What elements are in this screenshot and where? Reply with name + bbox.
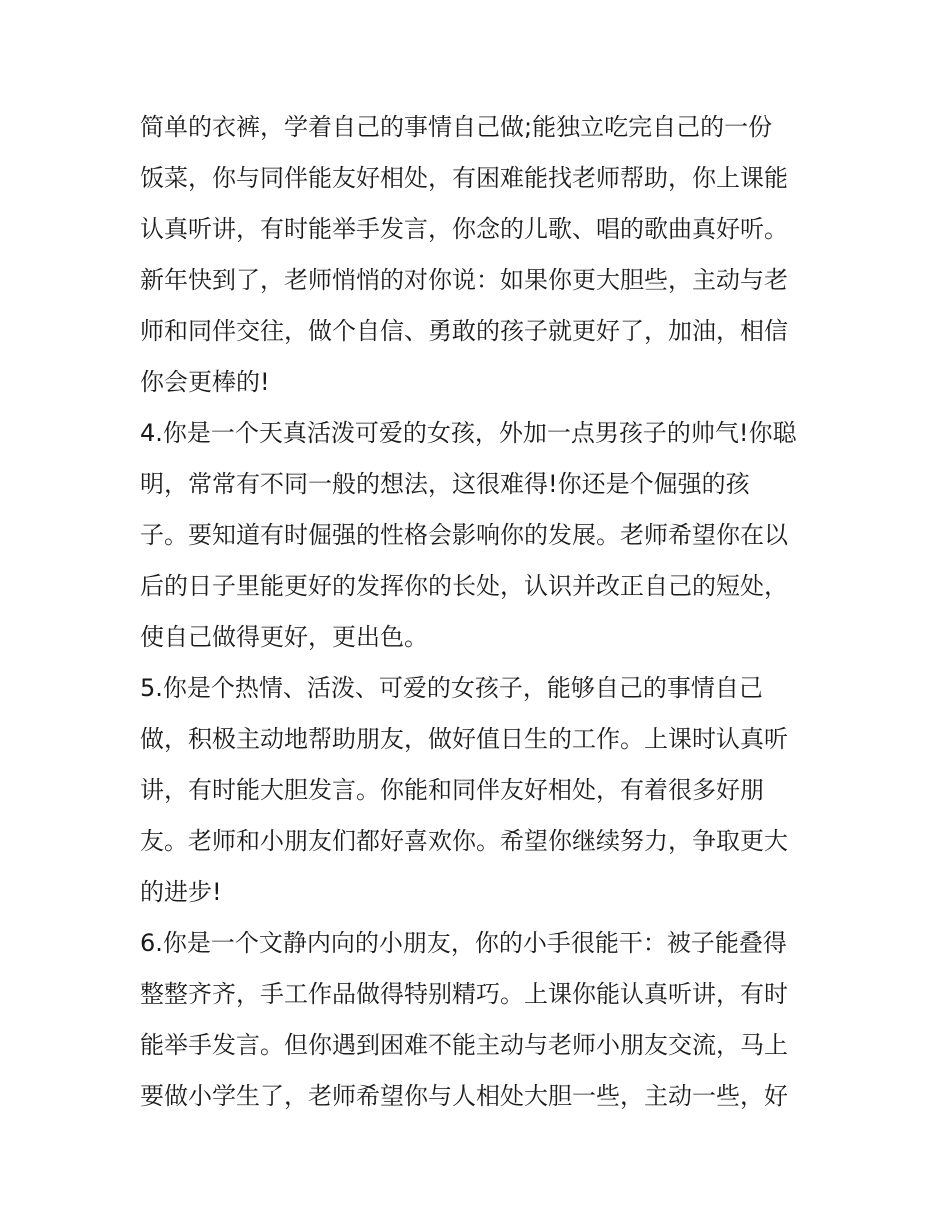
body-text [140,102,820,1122]
text-line: 师和同伴交往，做个自信、勇敢的孩子就更好了，加油，相信 [140,317,788,345]
text-line: 简单的衣裤，学着自己的事情自己做;能独立吃完自己的一份 [140,113,773,141]
text-line: 的进步! [140,878,222,906]
text-line: 能举手发言。但你遇到困难不能主动与老师小朋友交流，马上 [140,1031,788,1059]
text-line: 讲，有时能大胆发言。你能和同伴友好相处，有着很多好朋 [140,776,764,804]
paragraph-6-start: 6.你是一个文静内向的小朋友，你的小手很能干：被子能叠得 [140,929,787,957]
text-line: 饭菜，你与同伴能友好相处，有困难能找老师帮助，你上课能 [140,164,788,192]
text-line: 子。要知道有时倔强的性格会影响你的发展。老师希望你在以 [140,521,788,549]
text-line: 新年快到了，老师悄悄的对你说：如果你更大胆些，主动与老 [140,266,788,294]
paragraph-5-start: 5.你是个热情、活泼、可爱的女孩子，能够自己的事情自己 [140,674,763,702]
text-line: 要做小学生了，老师希望你与人相处大胆一些，主动一些，好 [140,1082,788,1110]
paragraph-4-start: 4.你是一个天真活泼可爱的女孩，外加一点男孩子的帅气!你聪 [140,419,797,447]
text-line: 做，积极主动地帮助朋友，做好值日生的工作。上课时认真听 [140,725,788,753]
text-line: 后的日子里能更好的发挥你的长处，认识并改正自己的短处， [140,572,788,600]
text-line: 明，常常有不同一般的想法，这很难得!你还是个倔强的孩 [140,470,750,498]
text-line: 整整齐齐，手工作品做得特别精巧。上课你能认真听讲，有时 [140,980,788,1008]
text-line: 认真听讲，有时能举手发言，你念的儿歌、唱的歌曲真好听。 [140,215,788,243]
text-line: 友。老师和小朋友们都好喜欢你。希望你继续努力，争取更大 [140,827,788,855]
text-line: 你会更棒的! [140,368,270,396]
text-line: 使自己做得更好，更出色。 [140,623,428,651]
